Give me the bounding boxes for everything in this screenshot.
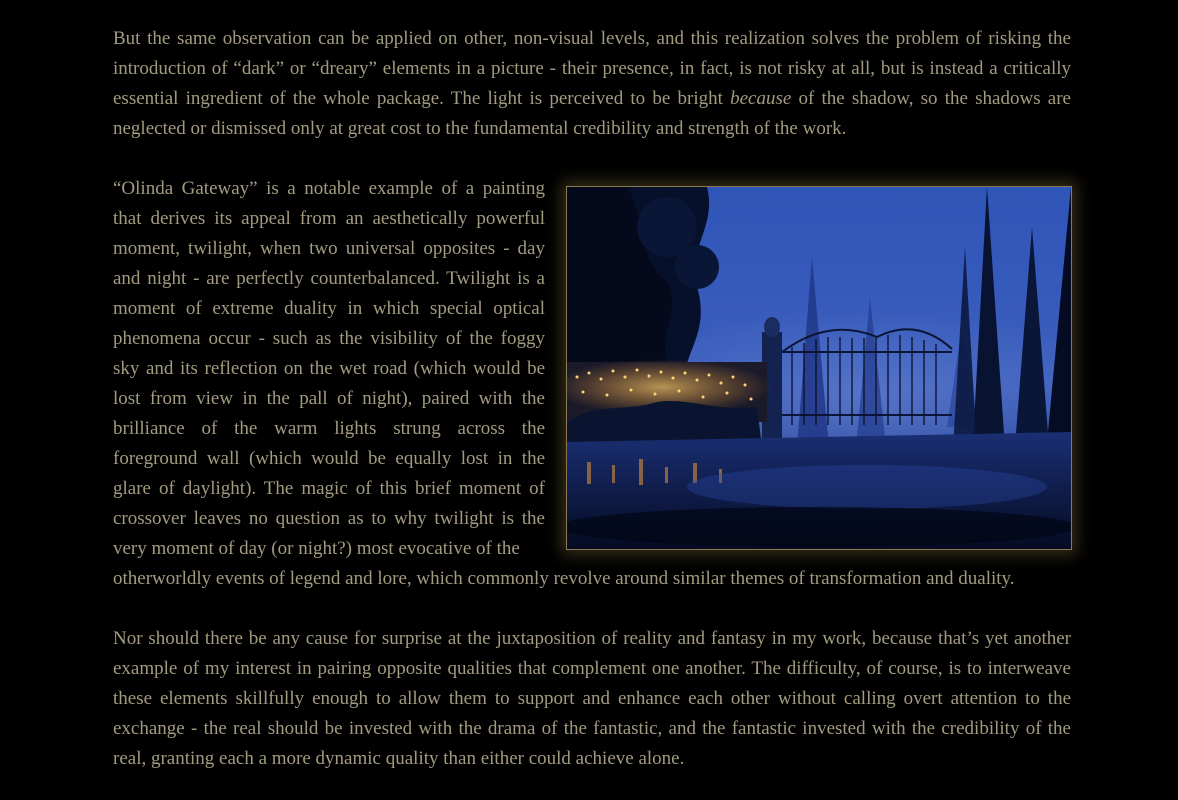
paragraph-2-tail-text: otherworldly events of legend and lore, which commonly revolve around similar themes of transformation and duality. [113, 568, 1015, 589]
paragraph-2-wrapped-text: “Olinda Gateway” is a notable example of a painting that derives its appeal from an aesthetically powerful moment, twilight, when two universal opposites - day and night - are perfectly counterbalanced. Twilight is a moment of extreme duality in which special optical phenomena occur - such as the visibility of the foggy sky and its reflection on the wet road (which would be lost from view in the pall of night), paired with the brilliance of the warm lights strung across the foreground wall (which would be equally lost in the glare of daylight). The magic of this brief moment of crossover leaves no question as to why twilight is the very moment of day (or night?) most evocative of the [113, 178, 545, 559]
paragraph-1-text-b: of the shadow, so the shadows are neglected or dismissed only at great cost to the fundamental credibility and strength of the work. [113, 88, 1071, 139]
painting-illustration [567, 187, 1071, 549]
paragraph-1-emphasis: because [730, 88, 792, 109]
paragraph-1-text-a: But the same observation can be applied on other, non-visual levels, and this realization solves the problem of risking the introduction of “dark” or “dreary” elements in a picture - their presence, in fact, is not risky at all, but is instead a critically essential ingredient of the whole package. The light is perceived to be bright [113, 28, 1071, 109]
paragraph-shadow-observation [113, 24, 1071, 144]
olinda-gateway-painting [566, 186, 1072, 550]
paragraph-reality-fantasy: Nor should there be any cause for surprise at the juxtaposition of reality and fantasy in my work, because that’s yet another example of my interest in pairing opposite qualities that complement one another. The difficulty, of course, is to interweave these elements skillfully enough to allow them to support and enhance each other without calling overt attention to the exchange - the real should be invested with the drama of the fantastic, and the fantastic invested with the credibility of the real, granting each a more dynamic quality than either could achieve alone. [113, 628, 1071, 769]
